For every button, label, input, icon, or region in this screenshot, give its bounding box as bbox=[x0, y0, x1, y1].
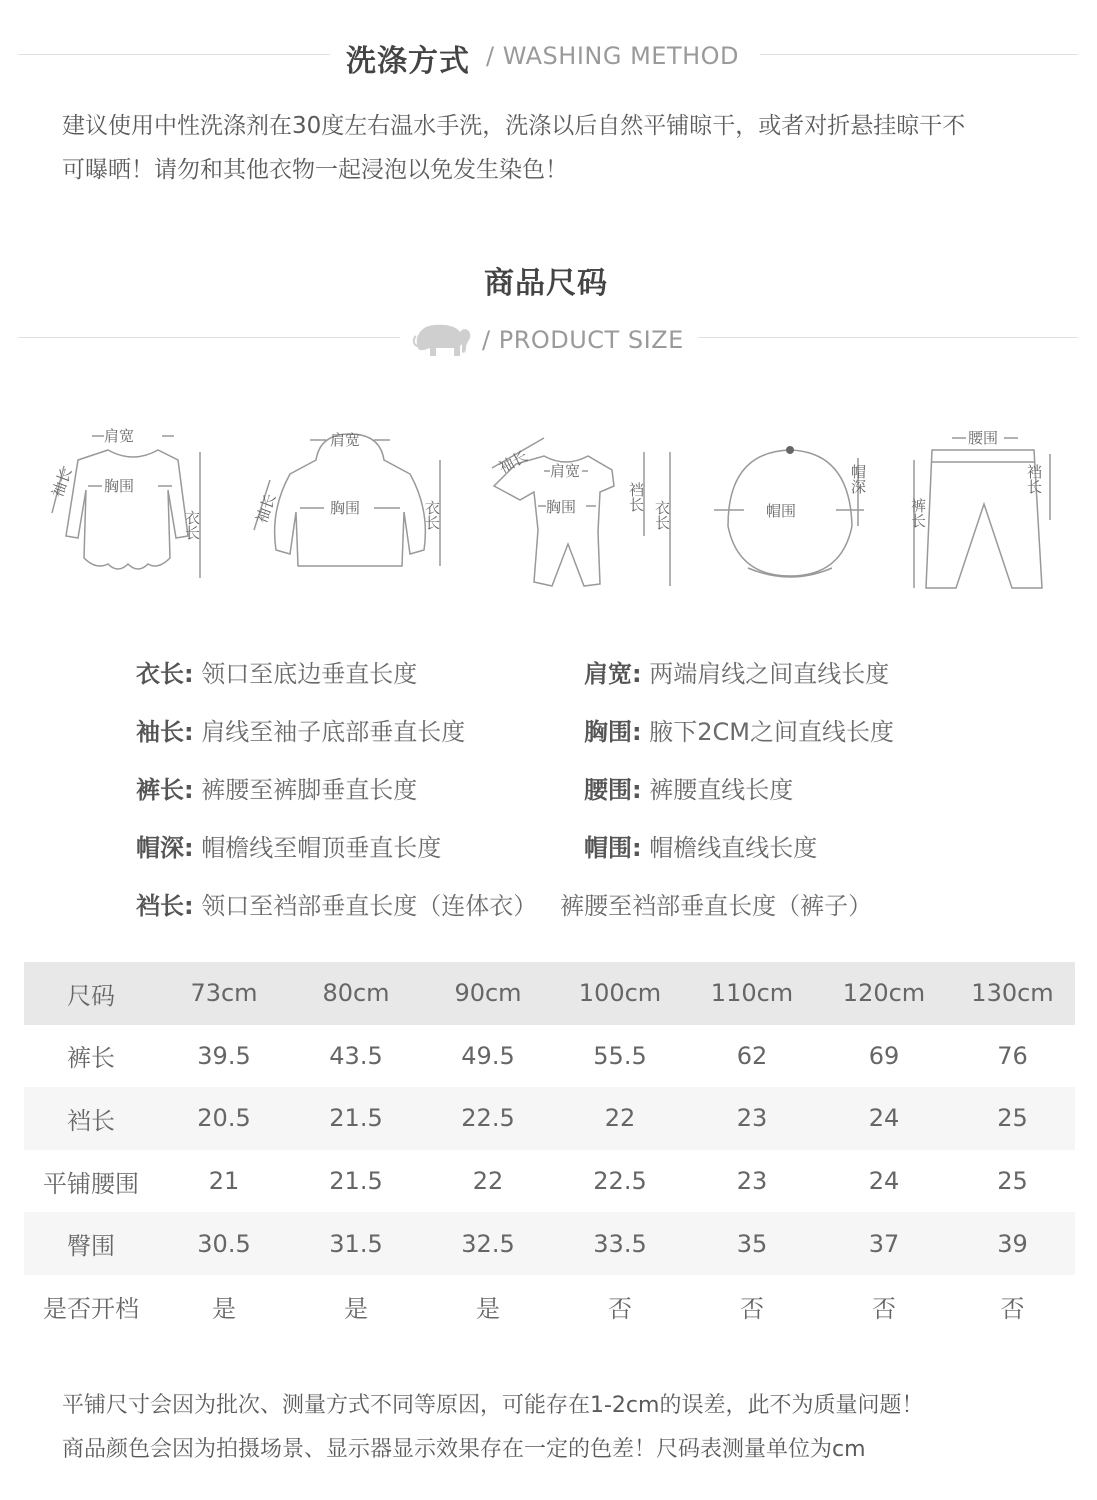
def-desc: 领口至底边垂直长度 bbox=[201, 660, 418, 688]
size-title: 商品尺码 bbox=[484, 266, 608, 301]
table-cell: 30.5 bbox=[197, 1229, 251, 1258]
def-term: 衣长: bbox=[136, 660, 194, 688]
table-cell: 裆长 bbox=[67, 1106, 115, 1135]
def-term: 袖长: bbox=[136, 718, 194, 746]
def-desc: 裤腰至裤脚垂直长度 bbox=[201, 776, 418, 804]
hoodie-sleeve-label: 袖长 bbox=[252, 491, 280, 526]
table-cell: 31.5 bbox=[329, 1229, 383, 1258]
definition-sleeve bbox=[136, 712, 465, 747]
elephant-icon bbox=[410, 318, 474, 362]
hat-depth-label: 帽深 bbox=[849, 464, 867, 494]
hoodie-diagram bbox=[240, 420, 460, 580]
pants-diagram bbox=[908, 424, 1068, 594]
table-header-cell: 90cm bbox=[454, 979, 522, 1008]
hoodie-shoulder-label: 肩宽 bbox=[330, 431, 361, 449]
table-cell: 24 bbox=[868, 1167, 900, 1196]
table-header-cell: 73cm bbox=[190, 979, 258, 1008]
dress-sleeve-label: 袖长 bbox=[48, 465, 76, 500]
pants-crotch-label: 裆长 bbox=[1025, 464, 1043, 494]
dress-length-label: 衣长 bbox=[183, 510, 201, 540]
washing-divider-left bbox=[18, 54, 330, 55]
table-cell: 76 bbox=[997, 1041, 1028, 1070]
def-term: 腰围: bbox=[584, 776, 642, 804]
hat-circ-label: 帽围 bbox=[766, 502, 797, 520]
table-cell: 32.5 bbox=[461, 1229, 515, 1258]
def-term: 裤长: bbox=[136, 776, 194, 804]
table-header-cell: 120cm bbox=[842, 979, 926, 1008]
table-cell: 33.5 bbox=[593, 1229, 647, 1258]
table-row bbox=[24, 1212, 1075, 1275]
table-cell: 是 bbox=[344, 1294, 368, 1323]
table-cell: 否 bbox=[872, 1294, 896, 1323]
def-term: 帽深: bbox=[136, 834, 194, 862]
def-desc: 帽檐线直线长度 bbox=[649, 834, 818, 862]
table-cell: 否 bbox=[1000, 1294, 1025, 1323]
table-cell: 平铺腰围 bbox=[43, 1169, 139, 1198]
note-line1: 平铺尺寸会因为批次、测量方式不同等原因，可能存在1-2cm的误差，此不为质量问题！ bbox=[62, 1393, 924, 1418]
table-cell: 21.5 bbox=[329, 1104, 383, 1133]
table-cell: 是 bbox=[212, 1294, 236, 1323]
table-header-cell: 110cm bbox=[710, 979, 794, 1008]
hoodie-length-label: 衣长 bbox=[423, 500, 441, 530]
table-cell: 23 bbox=[736, 1167, 768, 1196]
size-title-en: / PRODUCT SIZE bbox=[482, 326, 684, 354]
romper-shoulder-label: 肩宽 bbox=[550, 462, 581, 480]
table-row bbox=[24, 1275, 1075, 1338]
table-cell: 否 bbox=[608, 1294, 632, 1323]
table-cell: 22 bbox=[604, 1104, 636, 1133]
table-cell: 55.5 bbox=[593, 1041, 647, 1070]
washing-title-en: / WASHING METHOD bbox=[486, 42, 740, 70]
table-cell: 62 bbox=[736, 1041, 768, 1070]
table-header-cell: 130cm bbox=[971, 979, 1054, 1008]
dress-shoulder-label: 肩宽 bbox=[104, 427, 135, 445]
definition-hat-depth bbox=[136, 828, 441, 863]
table-cell: 43.5 bbox=[329, 1041, 383, 1070]
definition-shoulder bbox=[584, 654, 889, 689]
size-table bbox=[24, 962, 1075, 1338]
table-cell: 22.5 bbox=[461, 1104, 515, 1133]
romper-crotch-label: 裆长 bbox=[627, 482, 645, 512]
table-row bbox=[24, 1150, 1075, 1213]
table-cell: 是否开档 bbox=[43, 1294, 139, 1323]
hat-diagram bbox=[708, 440, 888, 590]
table-cell: 裤长 bbox=[67, 1044, 115, 1073]
note-line2: 商品颜色会因为拍摄场景、显示器显示效果存在一定的色差！尺码表测量单位为cm bbox=[62, 1437, 866, 1462]
def-term: 裆长: bbox=[136, 892, 194, 920]
table-header-cell: 100cm bbox=[578, 979, 662, 1008]
table-cell: 39.5 bbox=[197, 1041, 251, 1070]
washing-text-line2: 可曝晒！请勿和其他衣物一起浸泡以免发生染色！ bbox=[62, 157, 568, 183]
table-cell: 21 bbox=[208, 1167, 240, 1196]
definition-waist bbox=[584, 770, 793, 805]
def-desc: 裤腰直线长度 bbox=[649, 776, 794, 804]
definition-crotch bbox=[136, 886, 872, 921]
table-cell: 25 bbox=[997, 1104, 1028, 1133]
table-header-cell: 尺码 bbox=[67, 981, 115, 1010]
def-desc: 肩线至袖子底部垂直长度 bbox=[201, 718, 466, 746]
pants-waist-label: 腰围 bbox=[968, 429, 999, 447]
table-cell: 25 bbox=[997, 1167, 1028, 1196]
size-divider-right bbox=[698, 337, 1078, 338]
table-cell: 22.5 bbox=[593, 1167, 647, 1196]
definition-hat-circ bbox=[584, 828, 817, 863]
table-cell: 是 bbox=[476, 1294, 500, 1323]
def-term: 肩宽: bbox=[584, 660, 642, 688]
table-cell: 臀围 bbox=[67, 1232, 115, 1261]
definition-chest bbox=[584, 712, 894, 747]
romper-length-label: 衣长 bbox=[653, 500, 671, 530]
washing-title: 洗涤方式 bbox=[346, 44, 470, 79]
table-header-row bbox=[24, 962, 1075, 1025]
def-term: 胸围: bbox=[584, 718, 642, 746]
dress-diagram bbox=[38, 418, 228, 598]
romper-chest-label: 胸围 bbox=[546, 498, 577, 516]
def-desc: 帽檐线至帽顶垂直长度 bbox=[201, 834, 442, 862]
table-header-cell: 80cm bbox=[322, 979, 390, 1008]
table-cell: 35 bbox=[736, 1229, 768, 1258]
table-cell: 21.5 bbox=[329, 1167, 383, 1196]
washing-divider-right bbox=[760, 54, 1078, 55]
table-cell: 37 bbox=[868, 1229, 900, 1258]
table-cell: 23 bbox=[736, 1104, 768, 1133]
table-cell: 20.5 bbox=[197, 1104, 251, 1133]
def-desc: 领口至裆部垂直长度（连体衣） 裤腰至裆部垂直长度（裤子） bbox=[201, 892, 873, 920]
table-cell: 69 bbox=[868, 1041, 900, 1070]
table-cell: 否 bbox=[740, 1294, 764, 1323]
def-term: 帽围: bbox=[584, 834, 642, 862]
hoodie-chest-label: 胸围 bbox=[330, 499, 361, 517]
table-cell: 22 bbox=[472, 1167, 504, 1196]
size-divider-left bbox=[18, 337, 400, 338]
def-desc: 两端肩线之间直线长度 bbox=[649, 660, 890, 688]
dress-chest-label: 胸围 bbox=[104, 477, 135, 495]
definition-length bbox=[136, 654, 417, 689]
table-cell: 49.5 bbox=[461, 1041, 515, 1070]
washing-text-line1: 建议使用中性洗涤剂在30度左右温水手洗，洗涤以后自然平铺晾干，或者对折悬挂晾干不 bbox=[62, 113, 966, 139]
romper-sleeve-label: 袖长 bbox=[495, 446, 531, 477]
definition-pants-length bbox=[136, 770, 417, 805]
pants-length-label: 裤长 bbox=[909, 498, 927, 528]
table-cell: 39 bbox=[997, 1229, 1028, 1258]
table-row bbox=[24, 1025, 1075, 1088]
romper-diagram bbox=[488, 426, 688, 594]
def-desc: 腋下2CM之间直线长度 bbox=[649, 718, 894, 746]
table-cell: 24 bbox=[868, 1104, 900, 1133]
table-row bbox=[24, 1087, 1075, 1150]
